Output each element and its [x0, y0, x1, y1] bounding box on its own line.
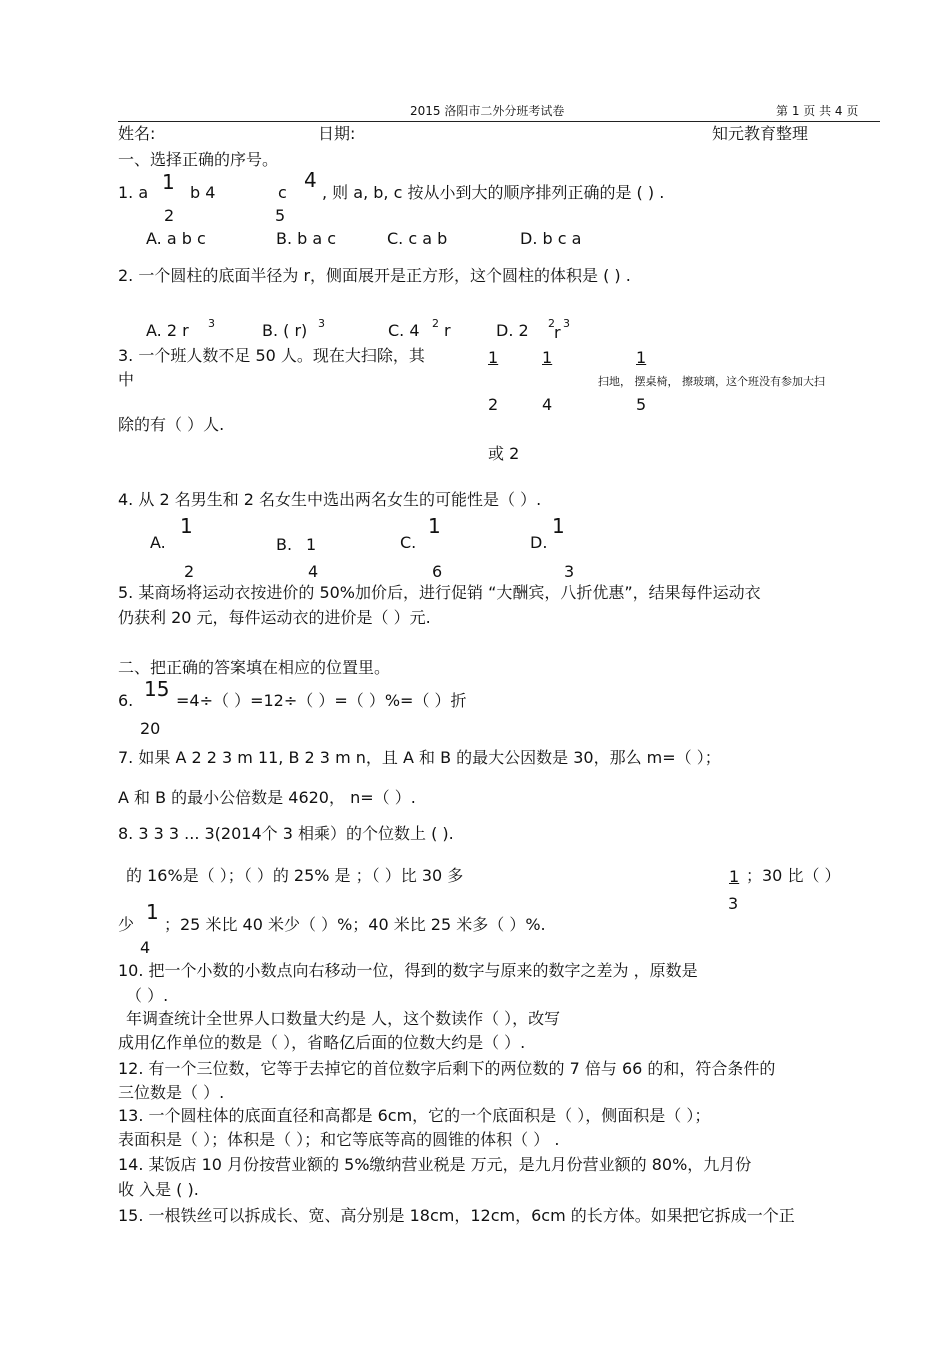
q11-line1: 年调查统计全世界人口数量大约是 人，这个数读作（ ），改写	[126, 1009, 561, 1028]
q7-line2: A 和 B 的最小公倍数是 4620， n=（ ）.	[118, 788, 416, 807]
q2-option-c-r: r	[444, 321, 451, 340]
q9-line1b: ；30 比（ ）	[746, 866, 841, 885]
q12-line2: 三位数是（ ）.	[118, 1083, 225, 1102]
q1-frac2-den: 5	[275, 206, 286, 225]
q6-prefix: 6.	[118, 691, 134, 710]
q2-option-d-sup2: 3	[563, 317, 570, 330]
q9-line1: 的 16%是（ ）；（ ）的 25% 是 ；（ ）比 30 多	[126, 866, 464, 885]
q5-line2: 仍获利 20 元，每件运动衣的进价是（ ）元.	[118, 608, 431, 627]
q14-line1: 14. 某饭店 10 月份按营业额的 5%缴纳营业税是 万元，是九月份营业额的 80%，九月份	[118, 1155, 752, 1174]
q1-prefix: 1. a	[118, 183, 149, 202]
q1-c: c	[278, 183, 287, 202]
q3-frac3-den: 5	[636, 395, 647, 414]
page-number: 第 1 页 共 4 页	[776, 104, 859, 118]
q3-frac2-den: 4	[542, 395, 553, 414]
q3-or: 或 2	[488, 444, 520, 463]
q1-frac1-den: 2	[164, 206, 175, 225]
q4-option-d-den: 3	[564, 562, 575, 581]
q9-frac1-den: 3	[728, 894, 739, 913]
q3-small-text: 扫地， 摆桌椅， 擦玻璃，这个班没有参加大扫	[598, 375, 825, 388]
q4-option-a-num: 1	[180, 514, 193, 538]
section-2-title: 二、把正确的答案填在相应的位置里。	[118, 658, 391, 677]
q4-option-c: C.	[400, 533, 417, 552]
q3-line1: 3. 一个班人数不足 50 人。现在大扫除，其	[118, 346, 425, 365]
q3-frac1-num: 1	[488, 348, 499, 367]
q4-option-a-den: 2	[184, 562, 195, 581]
q2-option-d-sup: 2	[548, 317, 555, 330]
q6-text: =4÷（ ）=12÷（ ）=（ ）%=（ ）折	[176, 691, 467, 710]
q1-b: b 4	[190, 183, 216, 202]
q10-line2: （ ）.	[126, 986, 169, 1005]
q9-prefix2: 少	[118, 915, 135, 934]
q2-option-b: B. ( r)	[262, 321, 308, 340]
q2-option-a: A. 2 r	[146, 321, 189, 340]
q4-option-c-num: 1	[428, 514, 441, 538]
q5-line1: 5. 某商场将运动衣按进价的 50%加价后，进行促销 “大酬宾，八折优惠”，结果每件运动衣	[118, 583, 761, 602]
q2-option-d: D. 2	[496, 321, 529, 340]
q4-option-c-den: 6	[432, 562, 443, 581]
q3-line3: 除的有（ ）人.	[118, 415, 225, 434]
q1-option-c: C. c a b	[387, 229, 448, 248]
q3-frac3-num: 1	[636, 348, 647, 367]
q4-option-b: B.	[276, 535, 293, 554]
q11-line2: 成用亿作单位的数是（ ），省略亿后面的位数大约是（ ）.	[118, 1033, 526, 1052]
q15-line1: 15. 一根铁丝可以拆成长、宽、高分别是 18cm，12cm，6cm 的长方体。如果把它拆成一个正	[118, 1206, 795, 1225]
q4-option-b-den: 4	[308, 562, 319, 581]
section-1-title: 一、选择正确的序号。	[118, 150, 279, 169]
q1-frac2-num: 4	[304, 168, 317, 192]
q13-line1: 13. 一个圆柱体的底面直径和高都是 6cm，它的一个底面积是（ ），侧面积是（ ）；	[118, 1106, 711, 1125]
q9-frac2-num: 1	[146, 900, 159, 924]
q1-option-a: A. a b c	[146, 229, 206, 248]
q2-option-b-sup: 3	[318, 317, 325, 330]
q4-option-d: D.	[530, 533, 548, 552]
q1-text: , 则 a, b, c 按从小到大的顺序排列正确的是 ( ) .	[322, 183, 665, 202]
q9-frac1-num: 1	[729, 867, 740, 886]
q13-line2: 表面积是（ ）；体积是（ ）；和它等底等高的圆锥的体积（ ） .	[118, 1130, 560, 1149]
q10-line1: 10. 把一个小数的小数点向右移动一位，得到的数字与原来的数字之差为 ，原数是	[118, 961, 698, 980]
q1-frac1-num: 1	[162, 170, 175, 194]
q3-frac2-num: 1	[542, 348, 553, 367]
q2-option-d-r: r	[554, 323, 561, 342]
q2-option-a-sup: 3	[208, 317, 215, 330]
q9-line2: ；25 米比 40 米少（ ）%；40 米比 25 米多（ ）%.	[164, 915, 546, 934]
q4-text: 4. 从 2 名男生和 2 名女生中选出两名女生的可能性是（ ）.	[118, 490, 542, 509]
q14-line2: 收 入是 ( ).	[118, 1180, 199, 1199]
q6-frac-den: 20	[140, 719, 161, 738]
q3-frac1-den: 2	[488, 395, 499, 414]
q1-option-d: D. b c a	[520, 229, 582, 248]
q6-frac-num: 15	[144, 677, 170, 701]
q7-line1: 7. 如果 A 2 2 3 m 11, B 2 3 m n，且 A 和 B 的最大公因数是 30，那么 m=（ ）；	[118, 748, 721, 767]
q2-text: 2. 一个圆柱的底面半径为 r，侧面展开是正方形，这个圆柱的体积是 ( ) .	[118, 266, 631, 285]
q2-option-c: C. 4	[388, 321, 420, 340]
q4-option-b-num: 1	[306, 535, 317, 554]
q9-frac2-den: 4	[140, 938, 151, 957]
q8-text: 8. 3 3 3 ... 3(2014个 3 相乘）的个位数上 ( ).	[118, 824, 454, 843]
exam-title: 2015 洛阳市二外分班考试卷	[410, 104, 565, 118]
q12-line1: 12. 有一个三位数，它等于去掉它的首位数字后剩下的两位数的 7 倍与 66 的和，符合条件的	[118, 1059, 776, 1078]
date-label: 日期:	[318, 124, 356, 143]
name-label: 姓名:	[118, 124, 156, 143]
header-rule	[118, 121, 880, 122]
q4-option-a: A.	[150, 533, 166, 552]
q4-option-d-num: 1	[552, 514, 565, 538]
org-label: 知元教育整理	[712, 124, 809, 143]
q2-option-c-sup: 2	[432, 317, 439, 330]
q3-line2: 中	[118, 370, 135, 389]
q1-option-b: B. b a c	[276, 229, 337, 248]
